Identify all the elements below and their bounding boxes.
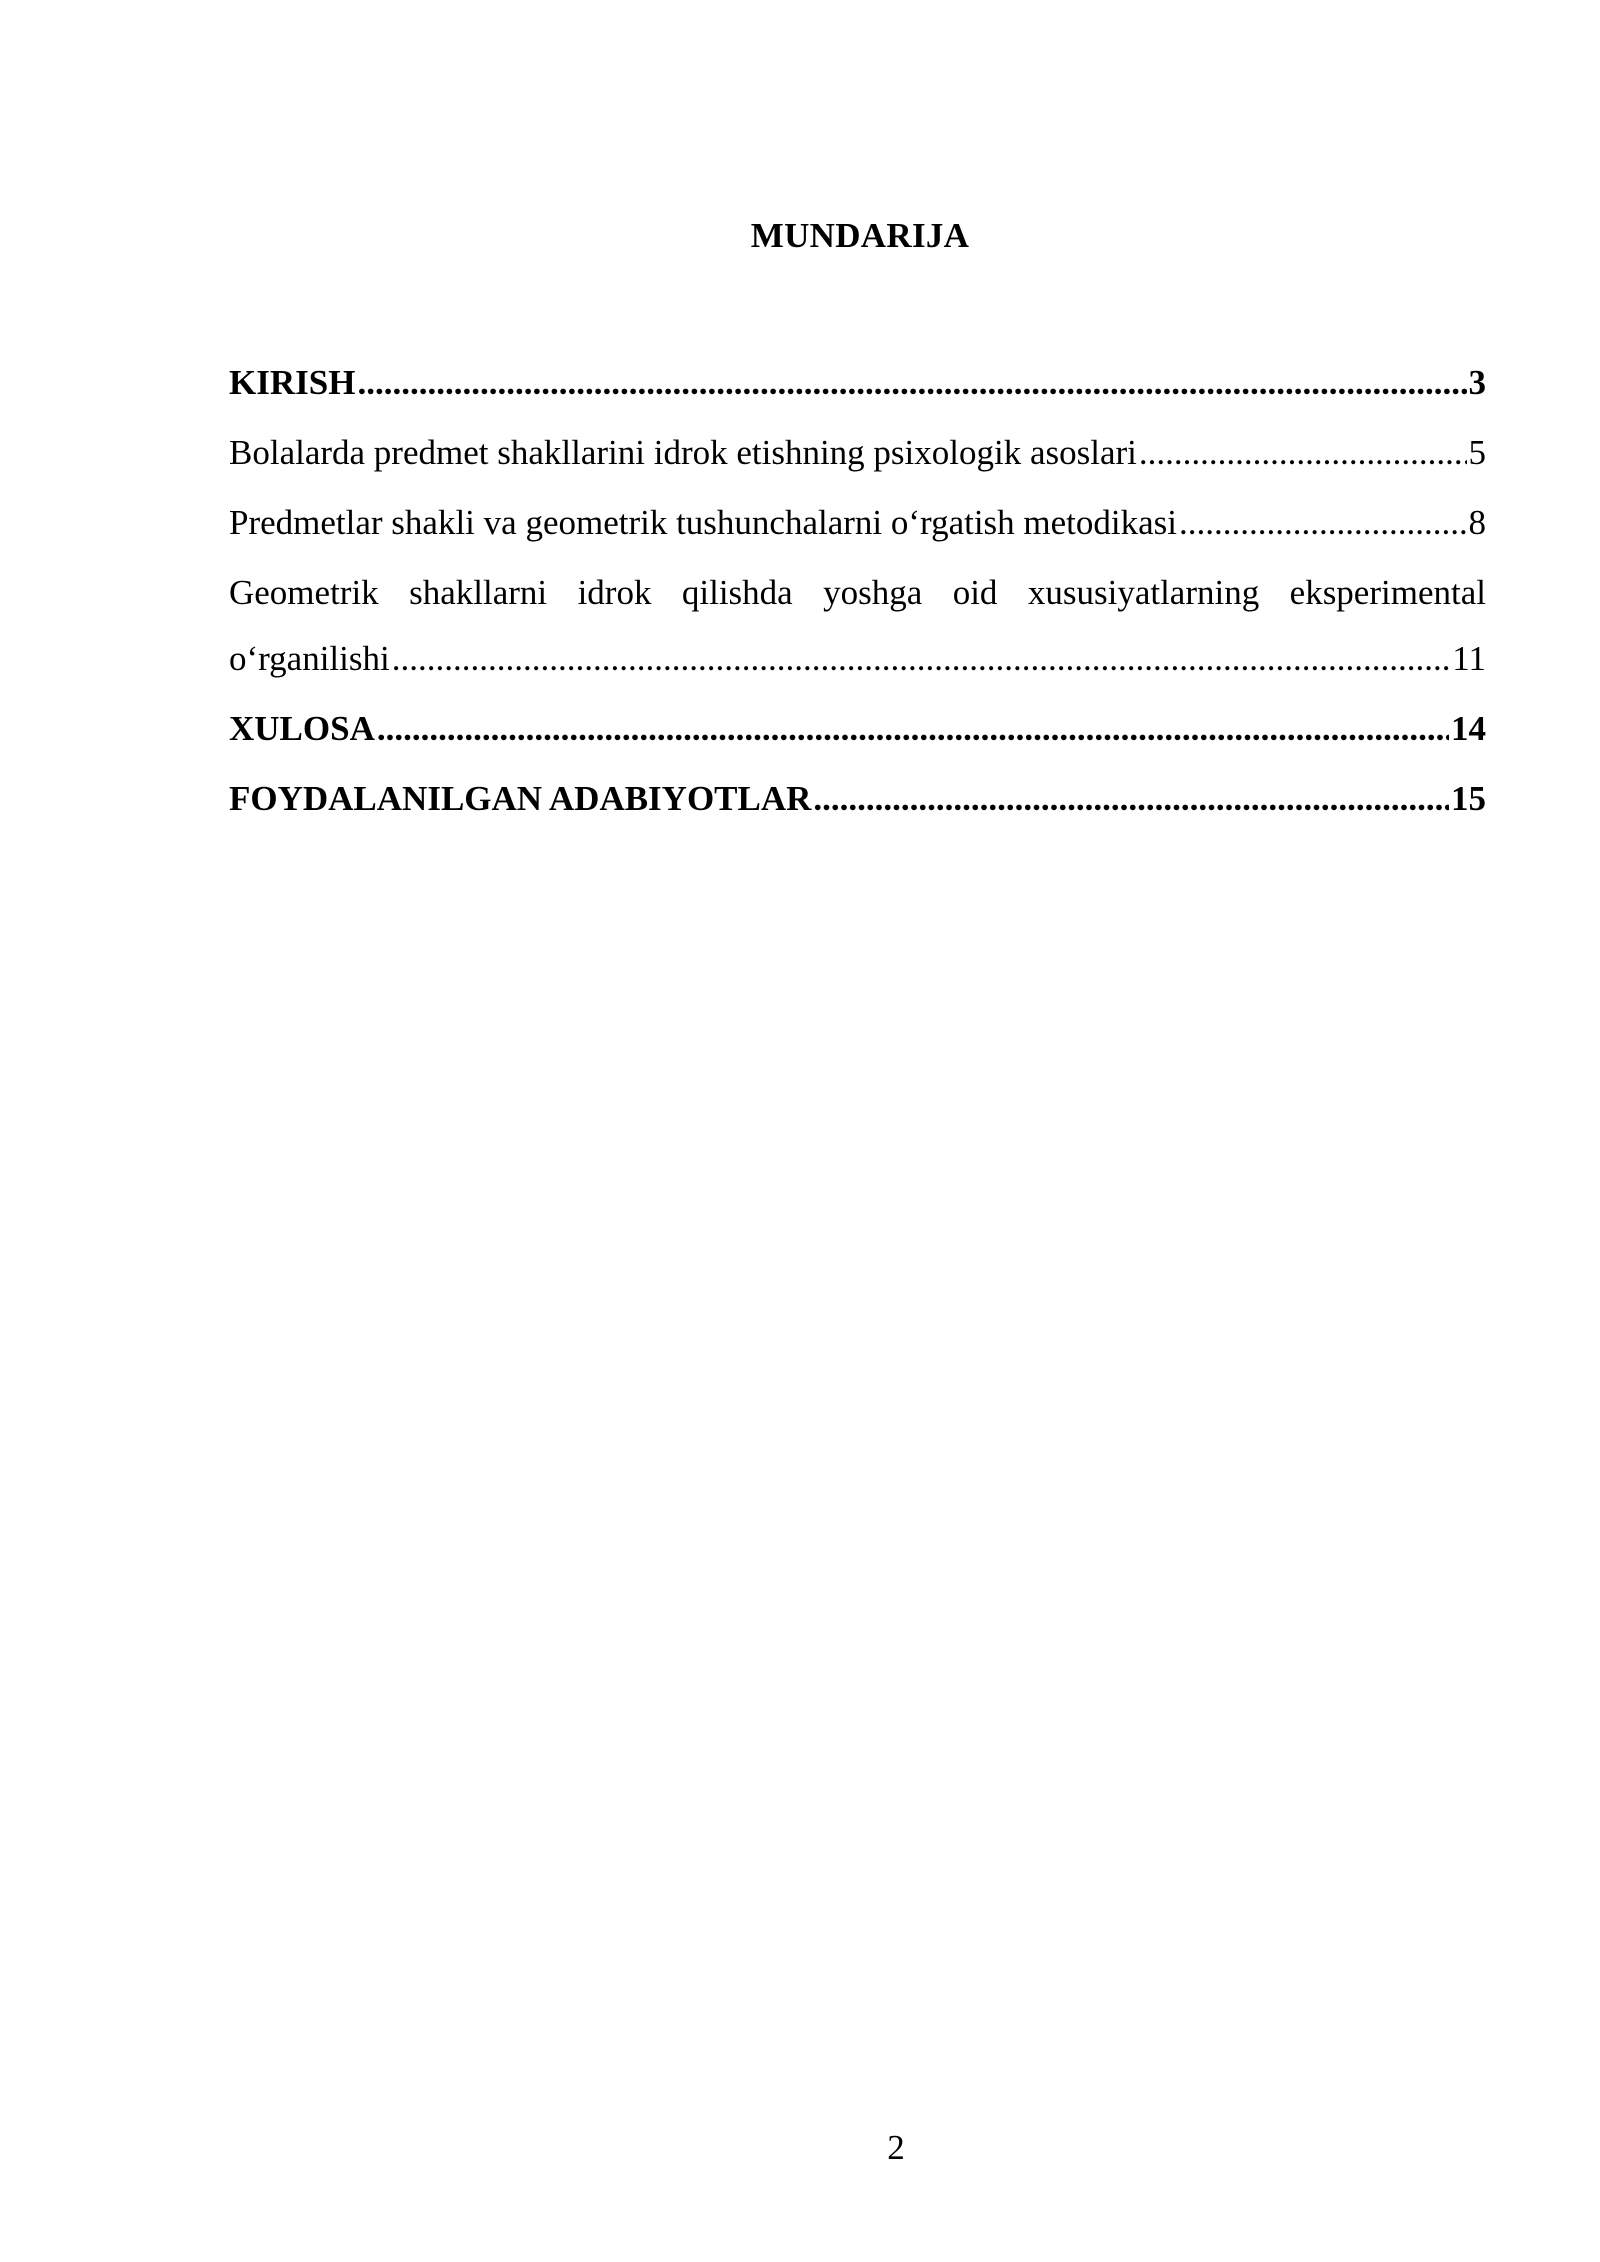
toc-entry-xulosa[interactable] bbox=[229, 696, 1486, 766]
toc-entry-page: 8 bbox=[1468, 503, 1486, 542]
toc-entry-metodikasi[interactable] bbox=[229, 490, 1486, 560]
toc-entry-word: qilishda bbox=[681, 573, 793, 612]
toc-entry-word: xususiyatlarning bbox=[1027, 573, 1260, 612]
toc-entry-word: eksperimental bbox=[1289, 573, 1486, 612]
toc-entry-label: FOYDALANILGAN ADABIYOTLAR bbox=[229, 779, 812, 818]
toc-entry-word: yoshga bbox=[823, 573, 923, 612]
toc-entry-label-line bbox=[229, 560, 1486, 626]
toc-entry-page: 15 bbox=[1451, 779, 1486, 818]
toc-entry-word: oid bbox=[952, 573, 998, 612]
toc-entry-eksperimental[interactable] bbox=[229, 560, 1486, 696]
toc-entry-adabiyotlar[interactable] bbox=[229, 766, 1486, 836]
toc-dot-leader bbox=[1139, 420, 1467, 486]
toc-entry-word: shakllarni bbox=[409, 573, 548, 612]
toc-entry-label: KIRISH bbox=[229, 363, 356, 402]
toc-dot-leader bbox=[357, 350, 1466, 416]
toc-entry-page: 11 bbox=[1452, 639, 1486, 678]
toc-entry-page: 3 bbox=[1468, 363, 1486, 402]
toc-entry-page: 5 bbox=[1468, 433, 1486, 472]
table-of-contents bbox=[229, 350, 1486, 836]
toc-entry-last-line bbox=[229, 626, 1486, 696]
toc-entry-label: Predmetlar shakli va geometrik tushunchalarni o‘rgatish metodikasi bbox=[229, 503, 1178, 542]
toc-entry-label: Bolalarda predmet shakllarini idrok etishning psixologik asoslari bbox=[229, 433, 1137, 472]
toc-entry-label: XULOSA bbox=[229, 709, 375, 748]
toc-entry-page: 14 bbox=[1451, 709, 1486, 748]
toc-dot-leader bbox=[392, 626, 1451, 692]
page-title: MUNDARIJA bbox=[750, 216, 970, 255]
toc-entry-word: idrok bbox=[577, 573, 652, 612]
toc-entry-label: o‘rganilishi bbox=[229, 639, 390, 678]
toc-dot-leader bbox=[1179, 490, 1466, 556]
page-number: 2 bbox=[887, 2128, 905, 2167]
toc-entry-psixologik-asoslari[interactable] bbox=[229, 420, 1486, 490]
toc-dot-leader bbox=[813, 766, 1449, 832]
toc-entry-word: Geometrik bbox=[229, 573, 379, 612]
toc-entry-kirish[interactable] bbox=[229, 350, 1486, 420]
toc-dot-leader bbox=[377, 696, 1449, 762]
